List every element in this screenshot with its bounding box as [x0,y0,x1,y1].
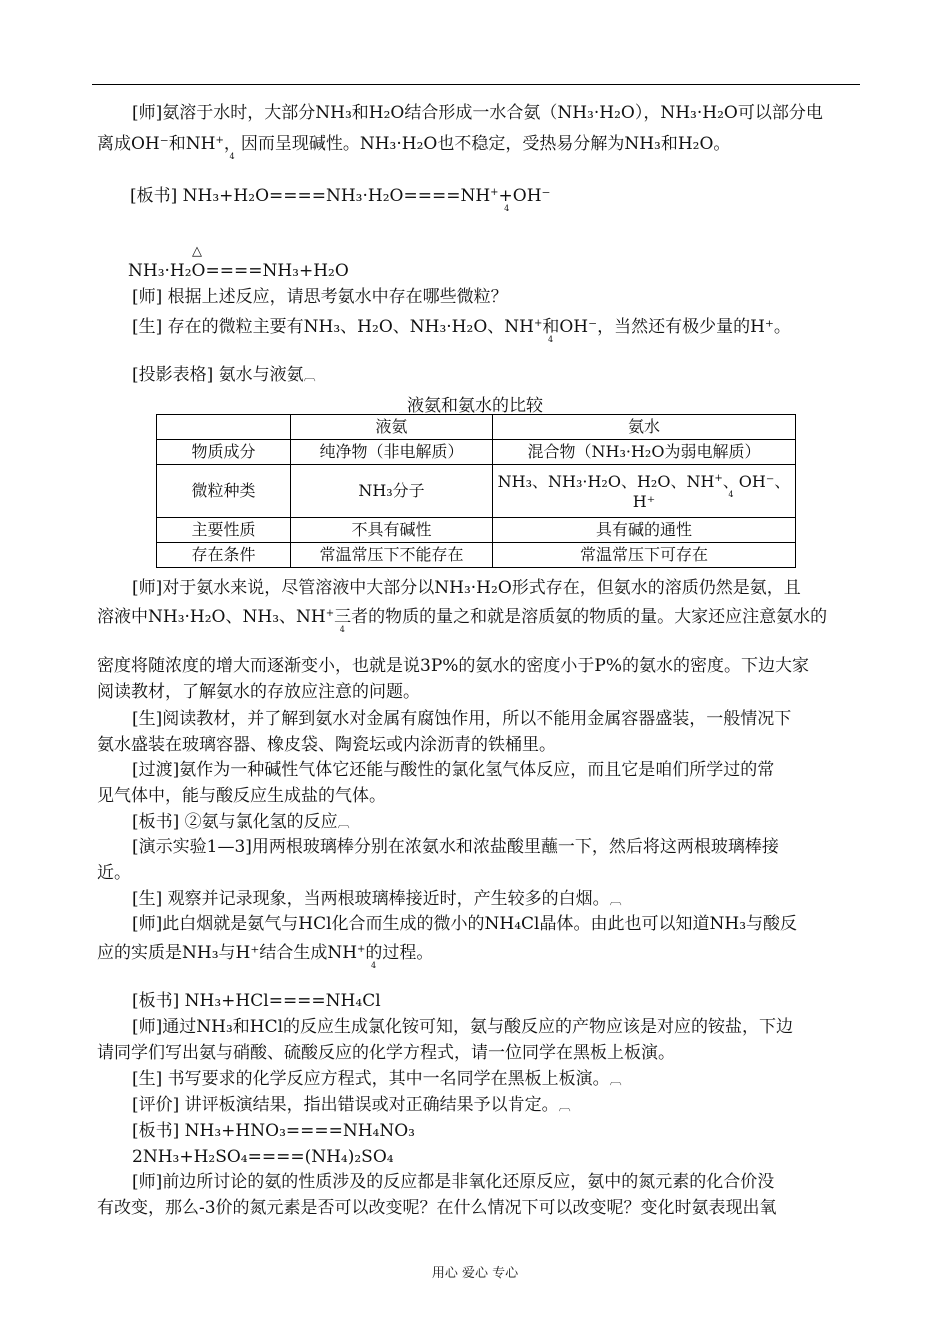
table-header-cell: 液氨 [291,415,493,440]
paragraph-line: 见气体中，能与酸反应生成盐的气体。 [97,786,386,806]
table-header-cell [157,415,291,440]
table-cell: 混合物（NH₃·H₂O为弱电解质） [493,440,796,465]
board-equation: 2NH₃+H₂SO₄====(NH₄)₂SO₄ [132,1147,394,1167]
paragraph-line: [过渡]氨作为一种碱性气体它还能与酸性的氯化氢气体反应，而且它是咱们所学过的常 [132,760,775,780]
paragraph-line: 溶液中NH₃·H₂O、NH₃、NH+ 4 三者的物质的量之和就是溶质氨的物质的量。大家还应注意氨水的 [97,607,828,634]
paragraph-line: 近。 [97,863,131,883]
table-cell: 具有碱的通性 [493,518,796,543]
paragraph-line: [师]通过NH₃和HCl的反应生成氯化铵可知，氨与酸反应的产物应该是对应的铵盐，下边 [132,1017,794,1037]
board-equation: [板书] NH₃+HNO₃====NH₄NO₃ [132,1121,415,1141]
table-cell: 常温常压下不能存在 [291,543,493,568]
paragraph-line: [生] 观察并记录现象，当两根玻璃棒接近时，产生较多的白烟。︹ [132,889,622,909]
paragraph-line: 应的实质是NH₃与H⁺结合生成NH+ 4 的过程。 [97,943,434,970]
table-cell: NH₃、NH₃·H₂O、H₂O、NH+ 4 、OH⁻、H⁺ [493,465,796,518]
paragraph-line: 氨水盛装在玻璃容器、橡皮袋、陶瓷坛或内涂沥青的铁桶里。 [97,735,556,755]
table-cell: NH₃分子 [291,465,493,518]
table-cell: 常温常压下可存在 [493,543,796,568]
paragraph-mark-icon: ︹ [558,1099,571,1113]
page-footer: 用心 爱心 专心 [431,1266,519,1281]
table-row [157,543,796,568]
paragraph-line: [生] 存在的微粒主要有NH₃、H₂O、NH₃·H₂O、NH+ 4 和OH⁻，当然还有极少量的H⁺。 [132,317,791,344]
paragraph-line: [师]此白烟就是氨气与HCl化合而生成的微小的NH₄Cl晶体。由此也可以知道NH₃与酸反 [132,914,798,934]
table-cell: 物质成分 [157,440,291,465]
paragraph-line: 阅读教材，了解氨水的存放应注意的问题。 [97,682,420,702]
header-rule [92,84,860,85]
table-header-cell: 氨水 [493,415,796,440]
paragraph-line: 离成OH⁻和NH+ 4 ，因而呈现碱性。NH₃·H₂O也不稳定，受热易分解为NH₃和H₂O。 [97,134,731,161]
table-cell: 不具有碱性 [291,518,493,543]
board-equation: NH₃·H₂O====NH₃+H₂O [128,261,349,281]
table-caption: 液氨和氨水的比较 [407,396,543,416]
paragraph-line: [投影表格] 氨水与液氨︹ [132,365,316,385]
table-cell: 微粒种类 [157,465,291,518]
table-row [157,518,796,543]
paragraph-line: 请同学们写出氨与硝酸、硫酸反应的化学方程式，请一位同学在黑板上板演。 [97,1043,675,1063]
paragraph-mark-icon: ︹ [609,893,622,907]
board-equation: [板书] NH₃+H₂O====NH₃·H₂O====NH+ 4 +OH⁻ [130,186,551,213]
paragraph-line: 密度将随浓度的增大而逐渐变小，也就是说3P%的氨水的密度小于P%的氨水的密度。下边大家 [97,656,809,676]
paragraph-line: [师]前边所讨论的氨的性质涉及的反应都是非氧化还原反应，氨中的氮元素的化合价没 [132,1172,775,1192]
paragraph-line: [评价] 讲评板演结果，指出错误或对正确结果予以肯定。︹ [132,1095,571,1115]
paragraph-line: [演示实验1—3]用两根玻璃棒分别在浓氨水和浓盐酸里蘸一下，然后将这两根玻璃棒接 [132,837,779,857]
paragraph-mark-icon: ︹ [303,369,316,383]
table-cell: 纯净物（非电解质） [291,440,493,465]
paragraph-line: [师]氨溶于水时，大部分NH₃和H₂O结合形成一水合氨（NH₃·H₂O），NH₃·H₂O可以部分电 [132,103,823,123]
paragraph-line: [师] 根据上述反应，请思考氨水中存在哪些微粒？ [132,287,508,307]
paragraph-mark-icon: ︹ [337,816,350,830]
table-header-row [157,415,796,440]
table-cell: 主要性质 [157,518,291,543]
paragraph-line: [板书] ②氨与氯化氢的反应︹ [132,812,350,832]
paragraph-line: [生]阅读教材，并了解到氨水对金属有腐蚀作用，所以不能用金属容器盛装，一般情况下 [132,709,792,729]
table-row [157,440,796,465]
table-cell: 存在条件 [157,543,291,568]
board-equation: [板书] NH₃+HCl====NH₄Cl [132,991,381,1011]
comparison-table [156,414,796,568]
paragraph-line: [生] 书写要求的化学反应方程式，其中一名同学在黑板上板演。︹ [132,1069,622,1089]
paragraph-line: [师]对于氨水来说，尽管溶液中大部分以NH₃·H₂O形式存在，但氨水的溶质仍然是氨，且 [132,578,801,598]
table-row [157,465,796,518]
paragraph-mark-icon: ︹ [609,1073,622,1087]
heat-symbol: △ [192,244,202,259]
paragraph-line: 有改变，那么-3价的氮元素是否可以改变呢？在什么情况下可以改变呢？变化时氨表现出氧 [97,1198,777,1218]
